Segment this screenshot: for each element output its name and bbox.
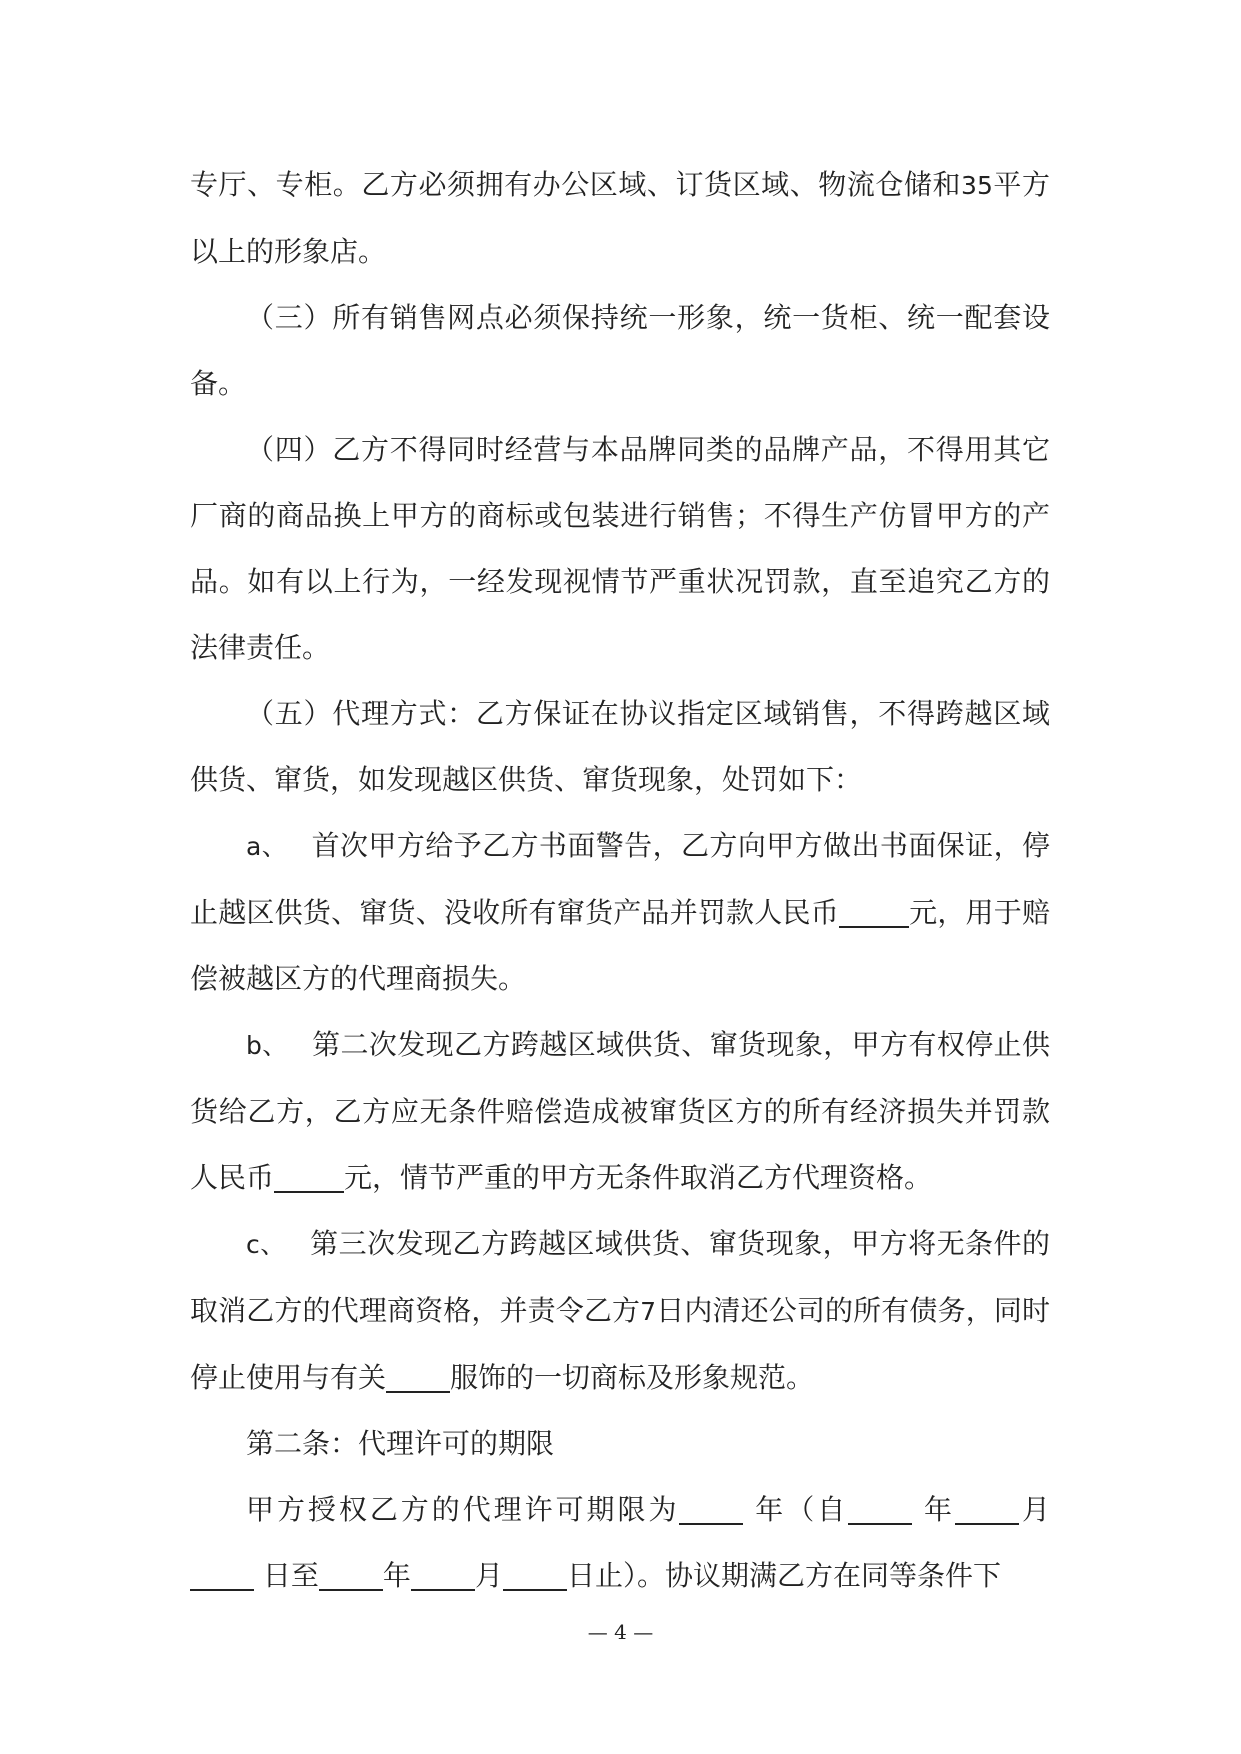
paragraph-penalty-b (190, 1012, 1050, 1211)
paragraph-article-2 (190, 1477, 1050, 1609)
page-number: — 4 — (587, 1620, 654, 1644)
paragraph-item-4: （四）乙方不得同时经营与本品牌同类的品牌产品，不得用其它厂商的商品换上甲方的商标或包装进行销售；不得生产仿冒甲方的产品。如有以上行为，一经发现视情节严重状况罚款，直至追究乙方的法律责任。 (190, 433, 1050, 664)
text-span: 第三次发现乙方跨越区域供货、窜货现象，甲方将无条件的取消乙方的代理商资格，并责令乙方 (190, 1227, 1050, 1327)
list-label-a: a、 (246, 832, 288, 861)
document-body (190, 152, 1050, 1609)
text-span: 甲方授权乙方的代理许可期限为 (246, 1493, 680, 1526)
text-span: 元，情节严重的甲方无条件取消乙方代理资格。 (344, 1161, 933, 1194)
fill-blank[interactable] (503, 1559, 567, 1591)
fill-blank[interactable] (679, 1493, 743, 1525)
fill-blank[interactable] (386, 1361, 450, 1393)
paragraph-item-5: （五）代理方式：乙方保证在协议指定区域销售，不得跨越区域供货、窜货，如发现越区供货、窜货现象，处罚如下： (190, 697, 1050, 796)
text-span: 年 (924, 1493, 955, 1526)
fill-blank[interactable] (274, 1161, 344, 1193)
days-number: 7 (640, 1297, 657, 1326)
fill-blank[interactable] (319, 1559, 383, 1591)
area-number: 35 (961, 171, 993, 200)
paragraph-penalty-c (190, 1211, 1050, 1411)
paragraph-item-3: （三）所有销售网点必须保持统一形象，统一货柜、统一配套设备。 (190, 301, 1050, 400)
text-span: 元，用于赔偿被越区方的代理商损失。 (190, 896, 1050, 995)
text-span: 平方以上的形象店。 (190, 168, 1050, 268)
paragraph-penalty-a (190, 813, 1050, 1012)
fill-blank[interactable] (839, 896, 909, 928)
text-span: 日止）。协议期满乙方在同等条件下 (566, 1559, 1001, 1592)
text-span: 第二次发现乙方跨越区域供货、窜货现象，甲方有权停止供货给乙方，乙方应无条件赔偿造成被窜货区方的所有经济损失并罚款人民币 (190, 1028, 1050, 1194)
text-span: 首次甲方给予乙方书面警告，乙方向甲方做出书面保证，停止越区供货、窜货、没收所有窜货产品并罚款人民币 (190, 829, 1050, 929)
text-span: 月 (1019, 1493, 1050, 1526)
fill-blank[interactable] (411, 1559, 475, 1591)
fill-blank[interactable] (955, 1493, 1019, 1525)
list-label-b: b、 (246, 1031, 288, 1060)
text-span: 年 (382, 1559, 411, 1592)
text-span: 日内清还公司的所有债务，同时停止使用与有关 (190, 1294, 1050, 1394)
text-span: 服饰的一切商标及形象规范。 (450, 1361, 815, 1394)
text-span: 年（自 (755, 1493, 849, 1526)
list-label-c: c、 (246, 1230, 286, 1259)
article-2-title: 第二条：代理许可的期限 (246, 1427, 555, 1460)
text-span: 日至 (262, 1559, 319, 1592)
fill-blank[interactable] (190, 1559, 254, 1591)
fill-blank[interactable] (848, 1493, 912, 1525)
paragraph-shop-requirement (190, 152, 1050, 285)
text-span: 月 (474, 1559, 503, 1592)
text-span: 专厅、专柜。乙方必须拥有办公区域、订货区域、物流仓储和 (190, 168, 962, 201)
